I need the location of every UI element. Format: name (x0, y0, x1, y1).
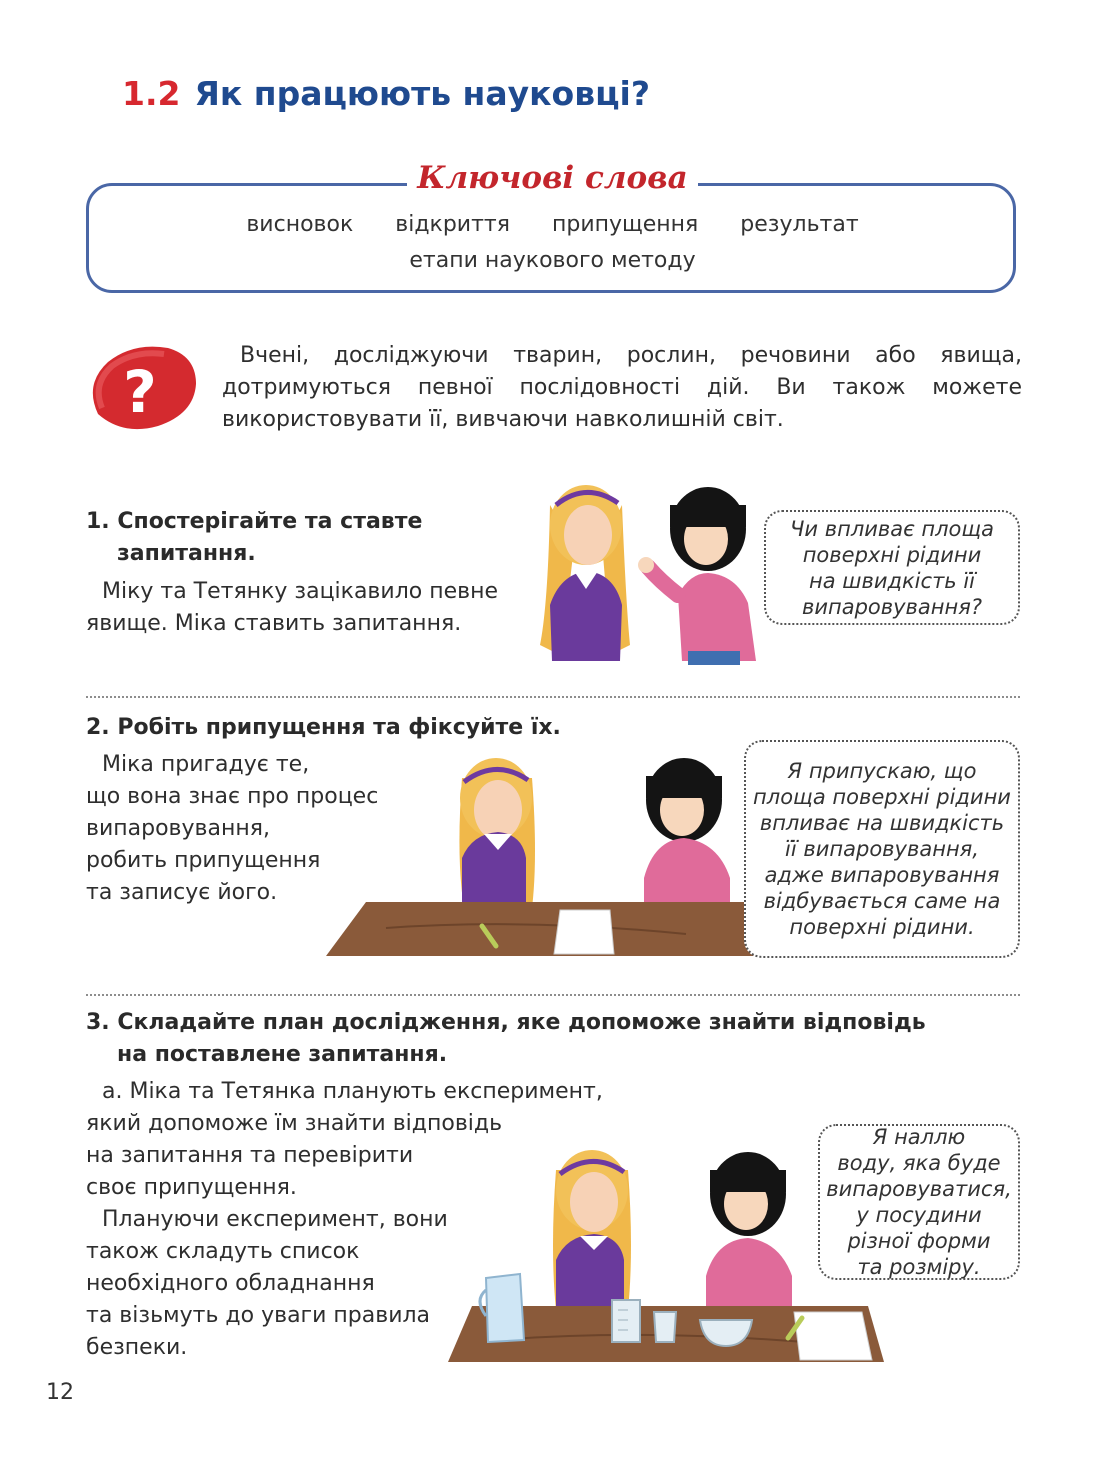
step-2-body: Міка пригадує те, що вона знає про процес випаровування, робить припущення та записує його. (86, 752, 379, 905)
step-1-body: Міку та Тетянку зацікавило певне явище. Міка ставить запитання. (86, 579, 499, 636)
step-1-speech-bubble: Чи впливає площа поверхні рідини на швидкість її випаровування? (764, 510, 1020, 625)
dark-hair-girl-figure (638, 487, 756, 665)
keyword: припущення (551, 212, 699, 237)
step-2-title: 2. Робіть припущення та фіксуйте їх. (86, 715, 561, 740)
step-3-title-line-2: на поставлене запитання. (117, 1042, 448, 1067)
step-1-title-line-2: запитання. (117, 541, 256, 566)
step-number: 2. (86, 715, 110, 740)
svg-text:?: ? (123, 358, 157, 426)
step-1-title: 1. Спостерігайте та ставте (86, 509, 423, 534)
blonde-girl-figure (459, 758, 535, 908)
blonde-girl-figure (553, 1150, 631, 1310)
step-2-illustration (326, 758, 756, 958)
table (326, 902, 756, 956)
section-title: Як працюють науковці? (194, 74, 651, 113)
keyword: результат (740, 212, 859, 237)
keyword: висновок (246, 212, 354, 237)
keywords-row-2: етапи наукового методу (409, 248, 696, 273)
keywords-row-1 (0, 212, 1105, 237)
dark-hair-girl-figure (706, 1152, 792, 1310)
keyword: відкриття (395, 212, 510, 237)
step-2-speech-bubble: Я припускаю, що площа поверхні рідини впливає на швидкість її випаровування, адже випаровування відбувається саме на поверхні рідини. (744, 740, 1020, 958)
step-number: 3. (86, 1010, 110, 1035)
question-mark-icon (88, 344, 198, 430)
separator (86, 696, 1020, 698)
dark-hair-girl-figure (644, 758, 730, 908)
step-1-illustration (530, 485, 770, 665)
intro-text: Вчені, досліджуючи тварин, рослин, речовини або явища, дотримуються певної послідовності дій. Ви також можете використовувати її, вивчаючи навколишній світ. (222, 343, 1022, 432)
keywords-title-wrap (0, 160, 1105, 196)
page-number: 12 (46, 1380, 74, 1405)
glass-icon (654, 1312, 676, 1342)
keywords-title: Ключові слова (407, 160, 697, 196)
step-3-title: 3. Складайте план дослідження, яке допоможе знайти відповідь (86, 1010, 926, 1035)
step-number: 1. (86, 509, 110, 534)
separator (86, 994, 1020, 996)
keywords-box (86, 183, 1016, 293)
measuring-cylinder-icon (612, 1300, 640, 1342)
step-3-speech-bubble: Я наллю воду, яка буде випаровуватися, у посудини різної форми та розміру. (818, 1124, 1020, 1280)
section-number: 1.2 (122, 74, 181, 113)
step-3-body: а. Міка та Тетянка планують експеримент, який допоможе їм знайти відповідь на запитання та перевірити своє припущення. Плануючи експеримент, вони також складуть список необхідного обладнання та візьмуть до уваги правила безпеки. (86, 1079, 603, 1360)
blonde-girl-figure (540, 485, 630, 661)
section-heading (122, 74, 650, 113)
